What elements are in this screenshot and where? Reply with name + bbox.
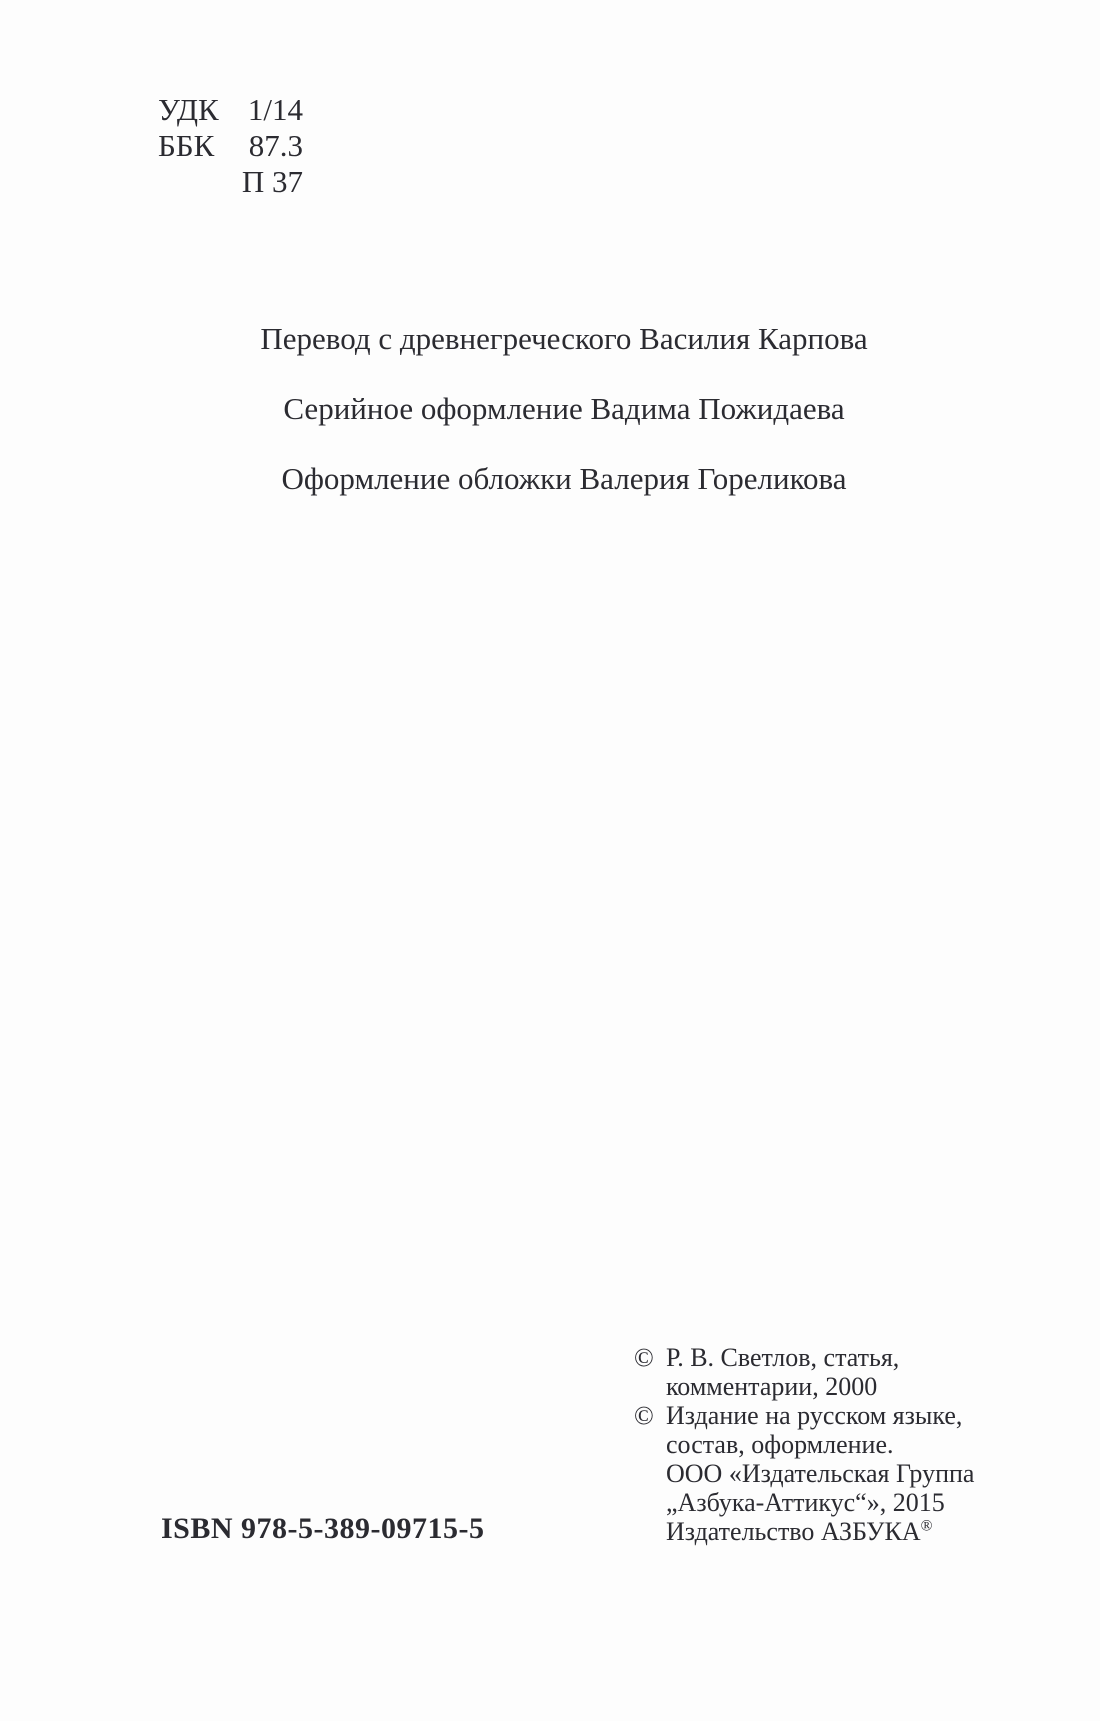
author-sign-value: П 37 (241, 164, 303, 199)
bbk-label: ББК (158, 128, 215, 163)
copyright-line: Издание на русском языке, (666, 1401, 963, 1430)
cover-design-credit: Оформление обложки Валерия Гореликова (281, 461, 847, 496)
translation-credit: Перевод с древнегреческого Василия Карпова (260, 321, 868, 356)
copyright-symbol: © (634, 1401, 654, 1430)
bbk-row (158, 128, 303, 164)
credits-block (28, 304, 1100, 514)
copyright-entry-author (634, 1343, 974, 1401)
copyright-entry-publisher-text (666, 1401, 974, 1546)
bbk-value: 87.3 (248, 128, 303, 163)
udk-value: 1/14 (247, 92, 303, 127)
copyright-line: Р. В. Светлов, статья, (666, 1343, 900, 1372)
copyright-line: комментарии, 2000 (666, 1372, 878, 1401)
author-sign-row (158, 164, 303, 200)
classification-block (158, 92, 303, 200)
copyright-entry-author-text (666, 1343, 899, 1401)
copyright-line: состав, оформление. (666, 1430, 894, 1459)
isbn: ISBN 978-5-389-09715-5 (161, 1512, 485, 1545)
udk-label: УДК (158, 92, 219, 127)
copyright-entry-publisher (634, 1401, 974, 1546)
copyright-symbol: © (634, 1343, 654, 1372)
copyright-line: „Азбука-Аттикус“», 2015 (666, 1488, 945, 1517)
registered-trademark-symbol: ® (920, 1517, 933, 1535)
series-design-credit: Серийное оформление Вадима Пожидаева (283, 391, 845, 426)
copyright-line: ООО «Издательская Группа (666, 1459, 975, 1488)
copyright-line-publisher-name: Издательство АЗБУКА® (666, 1517, 933, 1546)
udk-row (158, 92, 303, 128)
copyright-block (634, 1343, 974, 1546)
